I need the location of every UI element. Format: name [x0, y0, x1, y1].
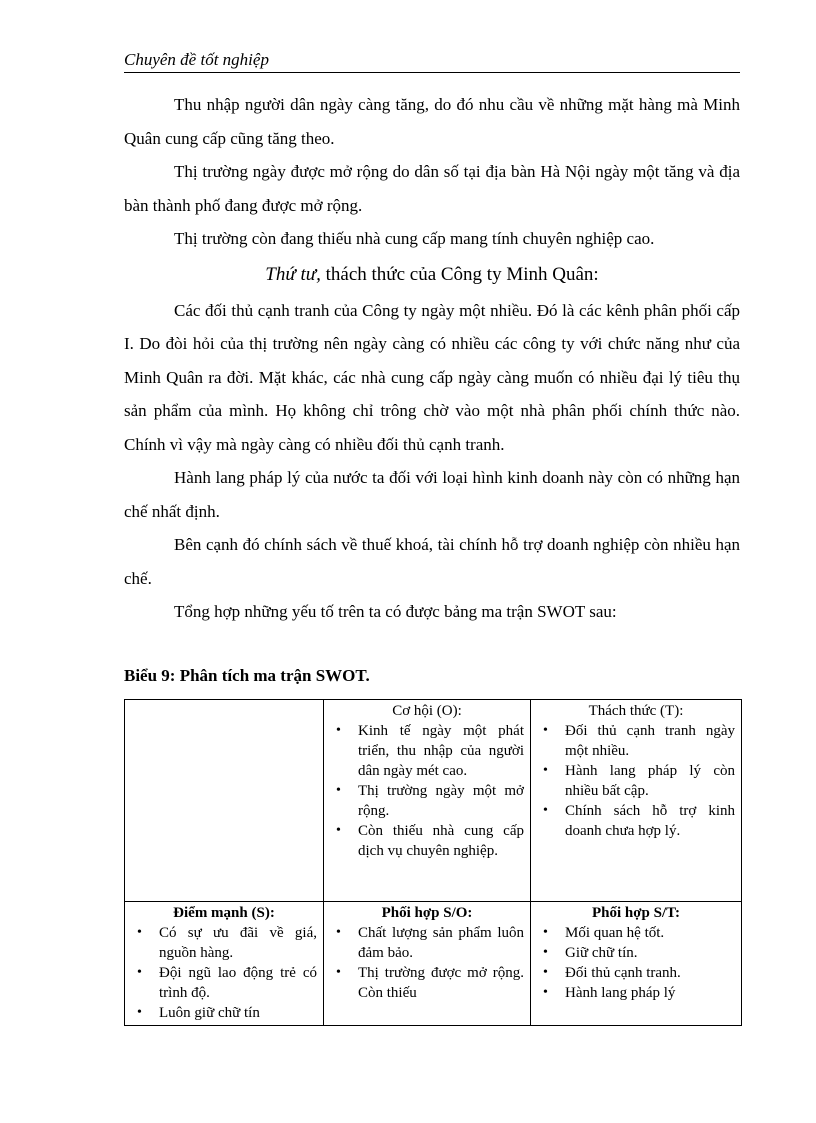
subheading-text: thách thức của Công ty Minh Quân: [320, 263, 599, 285]
paragraph: Thị trường ngày được mở rộng do dân số tại địa bàn Hà Nội ngày một tăng và địa bàn thành phố đang được mở rộng. [124, 162, 740, 215]
paragraph: Các đối thủ cạnh tranh của Công ty ngày một nhiều. Đó là các kênh phân phối cấp I. Do đòi hỏi của thị trường nên ngày càng có nhiều các công ty với chức năng như của Minh Quân ra đời. Mặt khác, các nhà cung cấp ngày càng muốn có nhiều đại lý tiêu thụ sản phẩm của mình. Họ không chỉ trông chờ vào một nhà phân phối chính thức nào. Chính vì vậy mà ngày càng có nhiều đối thủ cạnh tranh. [124, 300, 740, 454]
opportunities-list [330, 721, 524, 861]
section-subheading [124, 256, 740, 294]
opportunities-heading: Cơ hội (O): [392, 703, 462, 719]
list-item: • Chính sách hỗ trợ kinh doanh chưa hợp lý. [565, 801, 735, 841]
list-item: • Giữ chữ tín. [565, 943, 735, 963]
st-cell [531, 902, 742, 1026]
subheading-italic: Thứ tư, [265, 263, 321, 285]
list-item: • Đội ngũ lao động trẻ có trình độ. [159, 963, 317, 1003]
paragraph: Thị trường còn đang thiếu nhà cung cấp mang tính chuyên nghiệp cao. [174, 229, 655, 248]
list-item: • Đối thủ cạnh tranh ngày một nhiều. [565, 721, 735, 761]
strengths-cell [125, 902, 324, 1026]
document-body [124, 88, 740, 629]
list-item: • Mối quan hệ tốt. [565, 923, 735, 943]
paragraph: Bên cạnh đó chính sách về thuế khoá, tài chính hỗ trợ doanh nghiệp còn nhiều hạn chế. [124, 535, 740, 588]
st-heading: Phối hợp S/T: [591, 905, 681, 921]
strengths-list [131, 923, 317, 1023]
threats-heading: Thách thức (T): [588, 703, 684, 719]
paragraph: Tổng hợp những yếu tố trên ta có được bảng ma trận SWOT sau: [174, 602, 617, 621]
so-list [330, 923, 524, 1003]
table-row [125, 902, 742, 1026]
table-caption: Biểu 9: Phân tích ma trận SWOT. [124, 666, 370, 685]
paragraph: Thu nhập người dân ngày càng tăng, do đó nhu cầu về những mặt hàng mà Minh Quân cung cấp cũng tăng theo. [124, 95, 740, 148]
list-item: • Thị trường được mở rộng. Còn thiếu [358, 963, 524, 1003]
list-item: • Chất lượng sản phẩm luôn đảm bảo. [358, 923, 524, 963]
so-cell [324, 902, 531, 1026]
list-item: • Luôn giữ chữ tín [159, 1003, 317, 1023]
list-item: • Có sự ưu đãi về giá, nguồn hàng. [159, 923, 317, 963]
list-item: • Kinh tế ngày một phát triển, thu nhập của người dân ngày mét cao. [358, 721, 524, 781]
st-list [537, 923, 735, 1003]
table-row [125, 700, 742, 902]
list-item: • Đối thủ cạnh tranh. [565, 963, 735, 983]
list-item: • Thị trường ngày một mở rộng. [358, 781, 524, 821]
header-title: Chuyên đề tốt nghiệp [124, 50, 269, 69]
list-item: • Còn thiếu nhà cung cấp dịch vụ chuyên nghiệp. [358, 821, 524, 861]
paragraph: Hành lang pháp lý của nước ta đối với loại hình kinh doanh này còn có những hạn chế nhất định. [124, 468, 740, 521]
page-header [124, 50, 740, 73]
opportunities-cell [324, 700, 531, 902]
list-item: • Hành lang pháp lý còn nhiều bất cập. [565, 761, 735, 801]
so-heading: Phối hợp S/O: [381, 905, 473, 921]
threats-cell [531, 700, 742, 902]
threats-list [537, 721, 735, 841]
strengths-heading: Điểm mạnh (S): [173, 905, 275, 921]
empty-cell [125, 700, 324, 902]
swot-table [124, 699, 742, 1026]
list-item: • Hành lang pháp lý [565, 983, 735, 1003]
